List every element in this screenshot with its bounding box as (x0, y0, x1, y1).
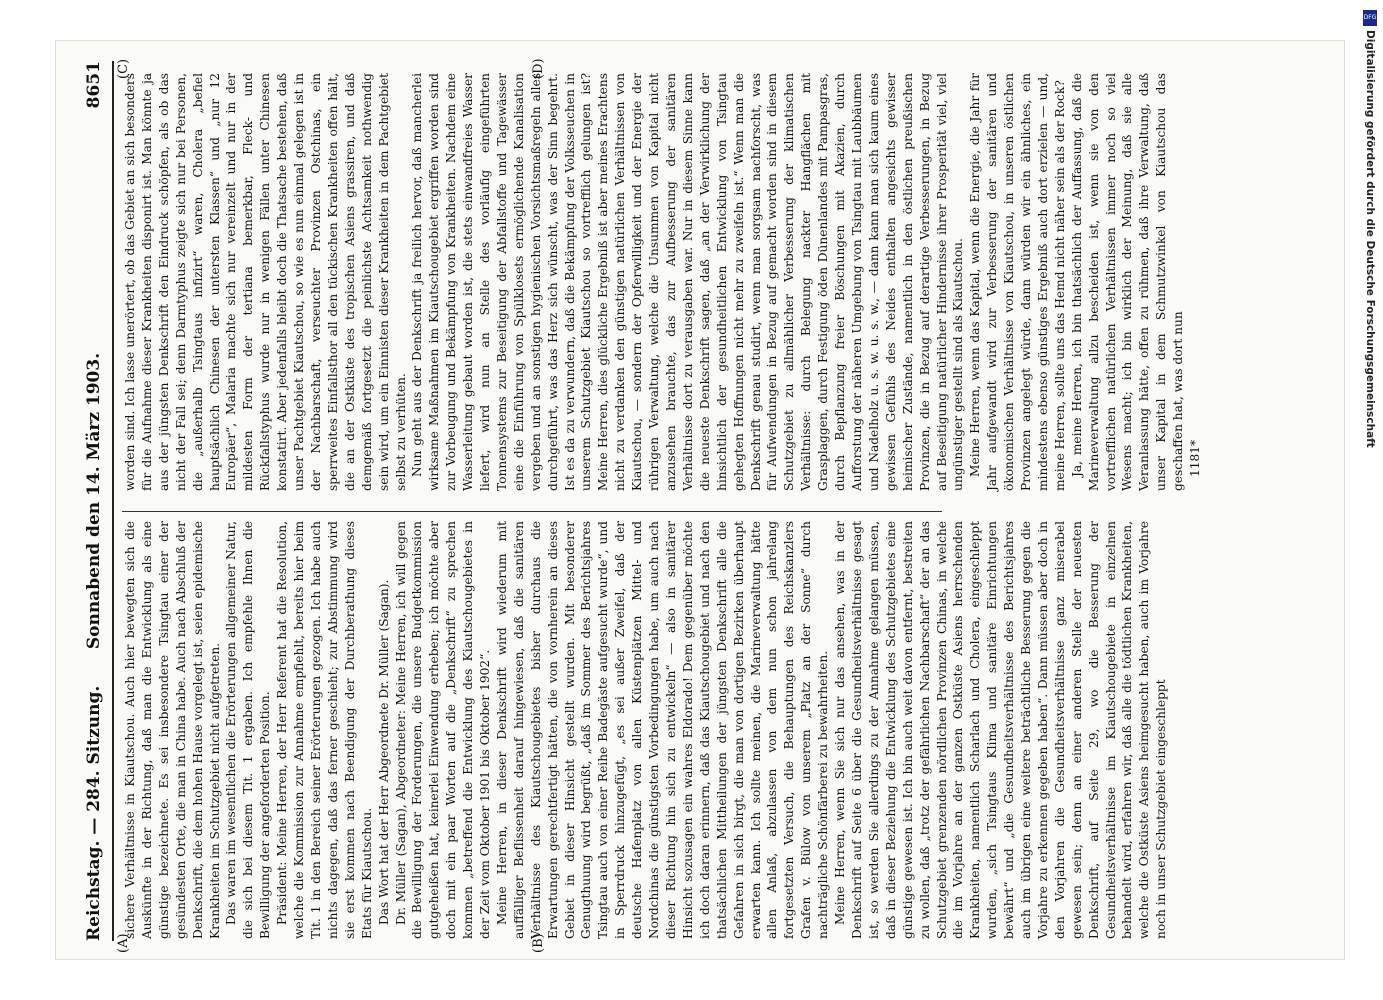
marker-d: (D) (531, 58, 546, 79)
header-rule (112, 61, 114, 941)
credit-text: Digitalisierung gefördert durch die Deutsche Forschungsgemeinschaft (1364, 30, 1376, 448)
marker-c: (C) (116, 58, 131, 79)
paragraph: worden sind. Ich lasse unerörtert, ob das Gebiet an sich besonders für die Aufnahme dieser Krankheiten disponirt ist. Man könnte ja aus der jüngsten Denkschrift den Eindruck schöpfen, als ob das nicht der Fall sei; denn Darmtyphus zeigte sich nur bei Personen, die „außerhalb Tsingtaus infizirt“ waren, Cholera „befiel hauptsächlich Chinesen der untersten Klassen“ und „nur 12 Europäer“, Malaria machte sich nur vereinzelt und nur in der mildesten Form der tertiana bemerkbar, Fleck- und Rückfallstyphus wurde nur in wenigen Fällen unter Chinesen konstatirt. Aber jedenfalls bleibt doch die Thatsache bestehen, daß unser Pachtgebiet Kiautschou, so wie es nun einmal gelegen ist in der Nachbarschaft, verseuchter Provinzen Ostchinas, ein sperrweites Einfallsthor all den tückischen Krankheiten offen hält, die an der Ostküste des tropischen Asiens grassiren, und daß demgemäß fortgesetzt die peinlichste Achtsamkeit nothwendig sein wird, um ein Einnisten dieser Krankheiten in dem Pachtgebiet selbst zu verhüten. (123, 73, 408, 491)
left-column (122, 521, 1169, 939)
paragraph: Dr. Müller (Sagan), Abgeordneter: Meine Herren, ich will gegen die Bewilligung der Forderungen, die unsere Budgetkommission gutgeheißen hat, keinerlei Einwendung erheben; ich möchte aber doch mit ein paar Worten auf die „Denkschrift“ zu sprechen kommen „betreffend die Entwicklung des Kiautschougebietes in der Zeit vom Oktober 1901 bis Oktober 1902“. (393, 521, 493, 939)
header-left: Reichstag. — 284. Sitzung. (84, 685, 104, 941)
paragraph: Das Wort hat der Herr Abgeordnete Dr. Müller (Sagan). (376, 579, 391, 925)
digitization-credit (1364, 30, 1378, 570)
paragraph: Das waren im wesentlichen die Erörterungen allgemeiner Natur, die sich bei diesem Tit. 1 ergaben. Ich empfehle Ihnen die Bewilligung der angeforderten Position. (224, 521, 273, 939)
dfg-logo: DFG (1363, 10, 1377, 26)
paragraph: Meine Herren, wenn Sie sich nur das ansehen, was in der Denkschrift auf Seite 6 über die Gesundheitsverhältnisse gesagt ist, so werden Sie allerdings zu der Annahme gelangen müssen, daß in dieser Beziehung die Entwicklung des Schutzgebietes eine günstige gewesen ist. Ich bin auch weit davon entfernt, bestreiten zu wollen, daß „trotz der gefährlichen Nachbarschaft“ der an das Schutzgebiet grenzenden nördlichen Provinzen Chinas, in welche die im Vorjahre an der ganzen Ostküste Asiens herrschenden Krankheiten, namentlich Scharlach und Cholera, eingeschleppt wurden, „sich Tsingtaus Klima und sanitäre Einrichtungen bewährt“ und „die Gesundheitsverhältnisse des Berichtsjahres auch im übrigen eine weitere beträchtliche Besserung gegen die Vorjahre zu erkennen gegeben haben“. Dann müssen aber doch in den Vorjahren die Gesundheitsverhältnisse ganz miserabel gewesen sein; denn an einer anderen Stelle der neuesten Denkschrift, auf Seite 29, wo die Besserung der Gesundheitsverhältnisse im Kiautschougebiete in einzelnen behandelt wird, erfahren wir, daß alle die tödtlichen Krankheiten, welche die Ostküste Asiens heimgesucht haben, auch im Vorjahre noch in unser Schutzgebiet eingeschleppt (833, 521, 1169, 939)
right-column (122, 73, 1203, 491)
page-number: 8651 (84, 61, 104, 109)
paragraph: Ja, meine Herren, ich bin thatsächlich der Auffassung, daß die Marineverwaltung allzu bescheiden ist, wenn sie von den vortrefflichen natürlichen Verhältnissen immer noch so viel Wesens macht; ich bin wirklich der Meinung, daß sie alle Veranlassung hätte, offen zu rühmen, daß ihre Verwaltung, daß unser Kapital in dem Schmutzwinkel von Kiautschou das geschaffen hat, was dort nun (1069, 73, 1186, 491)
column-divider (122, 511, 942, 512)
document-page (55, 40, 1345, 960)
paragraph: Nun geht aus der Denkschrift ja freilich hervor, daß mancherlei wirksame Maßnahmen im Kiautschougebiet ergriffen worden sind zur Vorbeugung und Bekämpfung von Krankheiten. Nachdem eine Wasserleitung gebaut worden ist, die stets einwandfreies Wasser liefert, wird nun an Stelle des vorläufig eingeführten Tonnensystems zur Beseitigung der Abfallstoffe und Tagewässer eine die Einführung von Spülklosets ermöglichende Kanalisation vergeben und an sonstigen hygienischen Vorsichtsmaßregeln alles durchgeführt, was das Herz sich wünscht, was der Sinn begehrt. Ist es da zu verwundern, daß die Bekämpfung der Volksseuchen in unserem Schutzgebiet Kiautschou so vortrefflich gelungen ist? Meine Herren, dies glückliche Ergebniß ist aber meines Erachtens nicht zu verdanken den günstigen natürlichen Verhältnissen von Kiautschou, — sondern der Opferwilligkeit und der Energie der rührigen Verwaltung, welche die Unsummen von Kapital nicht anzusehen brauchte, das zur Aufbesserung der sanitären Verhältnisse dort zu verausgaben war. Nur in diesem Sinne kann die neueste Denkschrift sagen, daß „an der Verwirklichung der hinsichtlich der gesundheitlichen Entwicklung von Tsingtau gehegten Hoffnungen nicht mehr zu zweifeln ist.“ Wenn man die Denkschrift genau studirt, wenn man sorgsam nachforscht, was für Aufwendungen in Bezug auf gemacht worden sind in diesem Schutzgebiet zu allmählicher Verbesserung der klimatischen Verhältnisse: durch Belegung nackter Hangflächen mit Grasplaggen, durch Festigung öden Dünenlandes mit Pampasgras, durch Bepflanzung freier Böschungen mit Akazien, durch Aufforstung der näheren Umgebung von Tsingtau mit Laubbäumen und Nadelholz u. s. w. u. s. w., — dann kann man sich kaum eines gewissen Gefühls des Neides enthalten angesichts gewisser heimischer Zustände, namentlich in den östlichen preußischen Provinzen, die in Bezug auf derartige Verbesserungen, in Bezug auf Beseitigung natürlicher Hindernisse ihrer Prosperität viel, viel ungünstiger gestellt sind als Kiautschou. (410, 73, 966, 491)
header-date: Sonnabend den 14. März 1903. (84, 352, 104, 650)
marker-b: (B) (531, 933, 546, 953)
marker-a: (A) (116, 933, 131, 953)
paragraph: Meine Herren, in dieser Denkschrift wird wiederum mit auffälliger Beflissenheit darauf hingewiesen, daß die sanitären Verhältnisse des Kiautschougebietes bisher durchaus die Erwartungen gerechtfertigt hätten, die von vornherein an dieses Gebiet in dieser Hinsicht gestellt wurden. Mit besonderer Genugthuung wird begrüßt, „daß im Sommer des Berichtsjahres Tsingtau auch von einer Reihe Badegäste aufgesucht wurde“, und in Sperrdruck hinzugefügt, „es sei außer Zweifel, daß der deutsche Hafenplatz von allen Küstenplätzen Mittel- und Nordchinas die günstigsten Vorbedingungen habe, um auch nach dieser Richtung hin sich zu entwickeln“ — also in sanitärer Hinsicht sozusagen ein wahres Eldorado! Dem gegenüber möchte ich doch daran erinnern, daß das Kiautschougebiet und nach den thatsächlichen Mittheilungen der jüngsten Denkschrift alle die Gefahren in sich birgt, die man von dortigen Bezirken überhaupt erwarten kann. Ich sollte meinen, die Marineverwaltung hätte allen Anlaß, abzulassen von dem nun schon jahrelang fortgesetzten Versuch, die Behauptungen des Reichskanzlers Grafen v. Bülow von unserem „Platz an der Sonne“ durch nachträgliche Schönfärberei zu bewahrheiten. (494, 521, 831, 939)
rotated-page-content (76, 51, 1346, 951)
running-header (84, 61, 112, 941)
paragraph: Präsident: Meine Herren, der Herr Referent hat die Resolution, welche die Kommission zur Annahme empfiehlt, bereits hier beim Tit. 1 in den Bereich seiner Erörterungen gezogen. Ich habe auch nichts dagegen, daß das ferner geschieht; zur Abstimmung wird sie erst kommen nach Beendigung der Durchberathung dieses Etats für Kiautschou. (275, 521, 374, 939)
paragraph: sichere Verhältnisse in Kiautschou. Auch hier bewegten sich die Auskünfte in der Richtung, daß man die Entwicklung als eine günstige bezeichnete. Es sei insbesondere Tsingtau einer der gesündesten Orte, die man in China habe. Auch nach Abschluß der Denkschrift, die dem hohen Hause vorgelegt ist, seien epidemische Krankheiten im Schutzgebiet nicht aufgetreten. (123, 521, 222, 939)
paragraph: Meine Herren, wenn das Kapital, wenn die Energie, die Jahr für Jahr aufgewandt wird zur Verbesserung der sanitären und ökonomischen Verhältnisse von Kiautschou, in unseren östlichen Provinzen angelegt würde, dann würden wir ein ähnliches, ein mindestens ebenso günstiges Ergebniß auch dort erzielen — und, meine Herren, sollte uns das Hemd nicht näher sein als der Rock? (968, 73, 1067, 491)
paragraph: 1181* (1188, 439, 1203, 477)
